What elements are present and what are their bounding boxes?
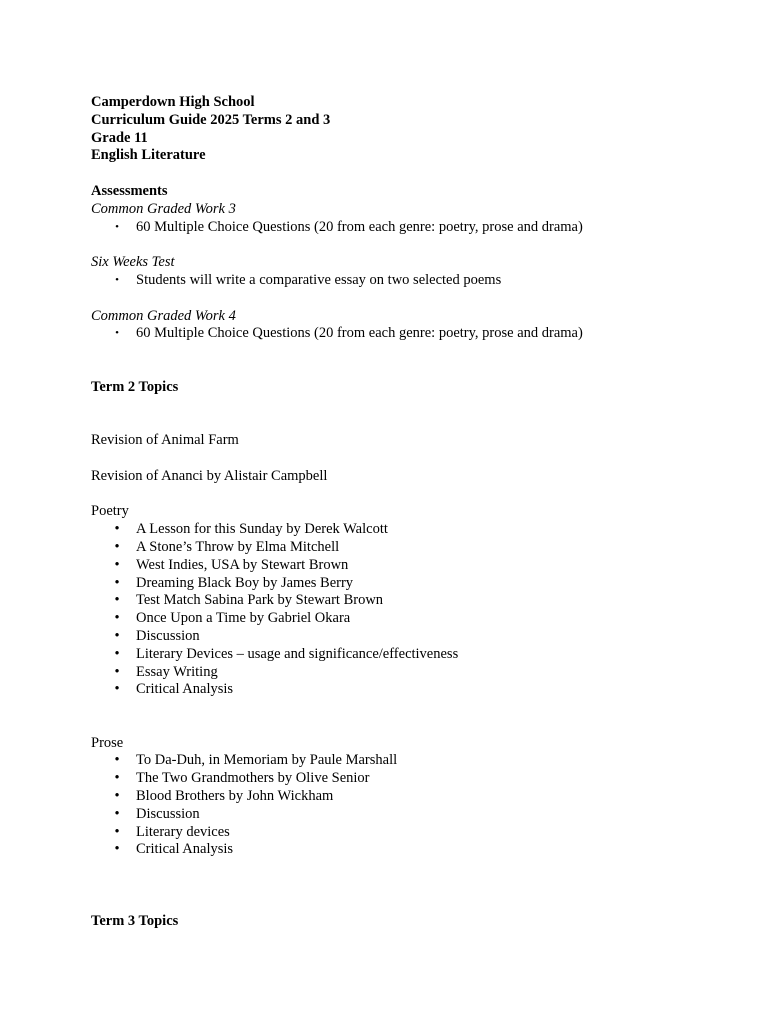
list-item	[91, 272, 731, 290]
list-item-text: Once Upon a Time by Gabriel Okara	[136, 610, 351, 627]
list-item-text: A Lesson for this Sunday by Derek Walcott	[136, 521, 388, 538]
term2-heading: Term 2 Topics	[91, 378, 179, 395]
list-item-text: West Indies, USA by Stewart Brown	[136, 556, 349, 573]
prose-list	[91, 752, 731, 859]
bullet-icon: •	[114, 663, 120, 680]
list-item	[91, 592, 731, 610]
revision-item: Revision of Animal Farm	[91, 432, 239, 449]
bullet-icon: •	[115, 273, 119, 286]
list-item-text: Critical Analysis	[136, 841, 234, 858]
bullet-icon: •	[114, 788, 120, 805]
assessment-title: Six Weeks Test	[91, 254, 175, 271]
spacer	[91, 486, 731, 504]
list-item	[91, 824, 731, 842]
spacer	[91, 236, 731, 254]
poetry-title: Poetry	[91, 503, 129, 520]
bullet-icon: •	[115, 327, 119, 340]
list-item	[91, 539, 731, 557]
list-item-text: A Stone’s Throw by Elma Mitchell	[136, 538, 340, 555]
list-item-text: Students will write a comparative essay on two selected poems	[136, 271, 502, 288]
bullet-icon: •	[114, 592, 120, 609]
term2-section	[91, 379, 731, 860]
list-item	[91, 770, 731, 788]
list-item-text: Blood Brothers by John Wickham	[136, 788, 334, 805]
assessments-heading: Assessments	[91, 182, 168, 199]
list-item	[91, 575, 731, 593]
list-item	[91, 521, 731, 539]
bullet-icon: •	[114, 752, 120, 769]
spacer	[91, 343, 731, 379]
list-item	[91, 841, 731, 859]
poetry-list	[91, 521, 731, 699]
list-item-text: The Two Grandmothers by Olive Senior	[136, 770, 370, 787]
spacer	[91, 859, 731, 895]
list-item-text: 60 Multiple Choice Questions (20 from each genre: poetry, prose and drama)	[136, 218, 583, 235]
list-item-text: Essay Writing	[136, 663, 218, 680]
term3-section	[91, 913, 731, 931]
list-item-text: Discussion	[136, 805, 200, 822]
list-item-text: Critical Analysis	[136, 681, 234, 698]
list-item	[91, 219, 731, 237]
list-item	[91, 681, 731, 699]
list-item	[91, 557, 731, 575]
revision-item: Revision of Ananci by Alistair Campbell	[91, 467, 328, 484]
list-item	[91, 664, 731, 682]
list-item-text: Discussion	[136, 627, 200, 644]
spacer	[91, 290, 731, 308]
spacer	[91, 450, 731, 468]
list-item-text: Literary Devices – usage and significance/effectiveness	[136, 645, 459, 662]
list-item-text: 60 Multiple Choice Questions (20 from each genre: poetry, prose and drama)	[136, 325, 583, 342]
list-item	[91, 628, 731, 646]
subject-label: English Literature	[91, 147, 206, 164]
guide-title: Curriculum Guide 2025 Terms 2 and 3	[91, 111, 331, 128]
list-item	[91, 788, 731, 806]
assessment-list	[91, 325, 731, 343]
bullet-icon: •	[115, 220, 119, 233]
document-header	[91, 94, 731, 165]
list-item	[91, 610, 731, 628]
list-item	[91, 752, 731, 770]
spacer	[91, 699, 731, 735]
school-name: Camperdown High School	[91, 94, 255, 110]
bullet-icon: •	[114, 841, 120, 858]
bullet-icon: •	[114, 645, 120, 662]
assessments-section	[91, 183, 731, 343]
spacer	[91, 397, 731, 433]
list-item	[91, 806, 731, 824]
bullet-icon: •	[114, 556, 120, 573]
assessment-list	[91, 219, 731, 237]
spacer	[91, 895, 731, 913]
bullet-icon: •	[114, 805, 120, 822]
bullet-icon: •	[114, 538, 120, 555]
assessment-title: Common Graded Work 3	[91, 200, 236, 217]
bullet-icon: •	[114, 823, 120, 840]
bullet-icon: •	[114, 521, 120, 538]
list-item	[91, 325, 731, 343]
grade-label: Grade 11	[91, 129, 148, 146]
list-item	[91, 646, 731, 664]
assessment-title: Common Graded Work 4	[91, 307, 236, 324]
bullet-icon: •	[114, 627, 120, 644]
list-item-text: Literary devices	[136, 823, 230, 840]
prose-title: Prose	[91, 734, 124, 751]
list-item-text: To Da-Duh, in Memoriam by Paule Marshall	[136, 752, 398, 769]
spacer	[91, 165, 731, 183]
bullet-icon: •	[114, 610, 120, 627]
term3-heading: Term 3 Topics	[91, 912, 179, 929]
assessment-list	[91, 272, 731, 290]
list-item-text: Dreaming Black Boy by James Berry	[136, 574, 354, 591]
document-page	[91, 94, 731, 930]
list-item-text: Test Match Sabina Park by Stewart Brown	[136, 592, 384, 609]
bullet-icon: •	[114, 574, 120, 591]
bullet-icon: •	[114, 770, 120, 787]
bullet-icon: •	[114, 681, 120, 698]
